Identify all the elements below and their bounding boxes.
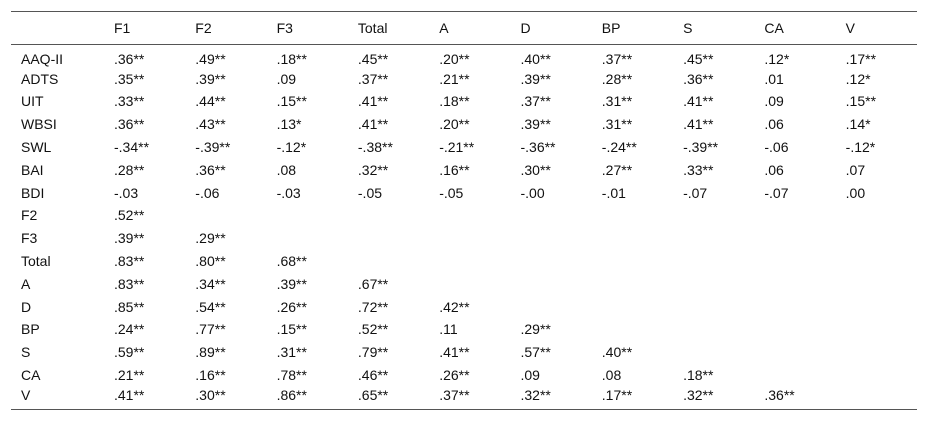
header-cell-stub: [11, 12, 104, 45]
table-cell: -.00: [520, 184, 545, 201]
table-cell: -.05: [439, 184, 464, 201]
table-cell: .33**: [114, 93, 145, 110]
header-cell: A: [439, 20, 449, 36]
table-cell: .35**: [114, 70, 145, 87]
table-row: [11, 272, 917, 295]
table-cell: .89**: [195, 344, 226, 361]
table-cell: .67**: [357, 275, 389, 292]
table-cell: .68**: [276, 253, 307, 270]
table-cell: .65**: [357, 386, 389, 403]
table-cell: .21**: [439, 70, 470, 87]
table-cell: .83**: [114, 275, 145, 292]
table-cell: .20**: [439, 51, 470, 68]
table-cell: [592, 227, 673, 250]
table-cell: .26**: [439, 367, 470, 384]
row-label: S: [21, 344, 31, 361]
table-row: [11, 204, 917, 227]
table-cell: .28**: [601, 70, 633, 87]
table-cell: .54**: [195, 298, 226, 315]
table-cell: [836, 272, 917, 295]
table-row: [11, 341, 917, 364]
table-cell: .39**: [195, 70, 226, 87]
table-cell: [510, 272, 591, 295]
table-row: [11, 136, 917, 159]
table-cell: [836, 295, 917, 318]
table-cell: .78**: [276, 367, 307, 384]
table-cell: .34**: [195, 275, 226, 292]
table-cell: .18**: [439, 93, 470, 110]
table-cell: .08: [276, 161, 297, 178]
table-cell: [267, 204, 348, 227]
table-cell: .15**: [276, 321, 307, 338]
table-row: [11, 90, 917, 113]
table-cell: [754, 341, 835, 364]
header-cell: F2: [195, 20, 212, 36]
table-cell: .49**: [195, 51, 226, 68]
table-cell: .39**: [276, 275, 307, 292]
table-cell: [673, 272, 754, 295]
table-row: [11, 181, 917, 204]
table-cell: -.39**: [683, 139, 719, 156]
table-cell: [592, 318, 673, 341]
table-cell: [673, 227, 754, 250]
table-cell: .26**: [276, 298, 307, 315]
table-header: [11, 12, 917, 45]
header-cell: S: [683, 20, 693, 36]
row-label: ADTS: [21, 70, 59, 87]
table-cell: .06: [764, 116, 784, 133]
table-cell: .30**: [520, 161, 551, 178]
table-cell: .36**: [683, 70, 714, 87]
table-cell: [754, 364, 835, 387]
header-cell: V: [845, 20, 856, 36]
row-label: BP: [21, 321, 40, 338]
table-cell: [592, 272, 673, 295]
table-cell: .29**: [520, 321, 551, 338]
table-cell: .36**: [764, 386, 795, 403]
table-cell: .45**: [357, 51, 389, 68]
table-cell: .31**: [601, 116, 633, 133]
row-label: AAQ-II: [21, 51, 64, 68]
table-cell: .20**: [439, 116, 470, 133]
header-row: [11, 12, 917, 45]
table-cell: .45**: [683, 51, 714, 68]
table-cell: .06: [764, 161, 784, 178]
table-cell: [673, 341, 754, 364]
table-cell: -.12*: [276, 139, 307, 156]
table-row: [11, 158, 917, 181]
table-cell: [673, 204, 754, 227]
table-cell: .59**: [114, 344, 145, 361]
table-cell: [429, 250, 510, 273]
row-label: Total: [21, 253, 51, 270]
table-cell: [592, 250, 673, 273]
table-cell: [836, 318, 917, 341]
row-label: CA: [21, 367, 41, 384]
table-cell: .09: [520, 367, 540, 384]
table-cell: .41**: [357, 116, 389, 133]
table-cell: .30**: [195, 386, 226, 403]
table-row: [11, 295, 917, 318]
table-cell: [267, 227, 348, 250]
table-cell: .37**: [357, 70, 389, 87]
header-cell: F1: [114, 20, 131, 36]
table-cell: [429, 227, 510, 250]
table-cell: .27**: [601, 161, 633, 178]
table-cell: .52**: [114, 207, 145, 224]
table-cell: .40**: [601, 344, 633, 361]
table-cell: .36**: [114, 116, 145, 133]
table-cell: [348, 227, 429, 250]
table-cell: .32**: [520, 386, 551, 403]
row-label: WBSI: [21, 116, 57, 133]
row-label: D: [21, 298, 32, 315]
row-label: V: [21, 386, 31, 403]
table-cell: [185, 204, 266, 227]
table-cell: [836, 364, 917, 387]
table-cell: .79**: [357, 344, 389, 361]
table-cell: [836, 341, 917, 364]
table-cell: .14*: [845, 116, 871, 133]
table-cell: [673, 295, 754, 318]
table-cell: -.05: [357, 184, 383, 201]
table-cell: .13*: [276, 116, 302, 133]
row-label: BAI: [21, 161, 44, 178]
table-cell: [592, 204, 673, 227]
table-cell: .52**: [357, 321, 389, 338]
table-cell: [510, 250, 591, 273]
table-cell: .24**: [114, 321, 145, 338]
table-cell: [754, 295, 835, 318]
table-cell: .11: [439, 321, 458, 338]
table-cell: .36**: [195, 161, 226, 178]
header-cell: F3: [276, 20, 293, 36]
table-cell: [429, 204, 510, 227]
table-cell: .31**: [276, 344, 307, 361]
table-cell: [673, 250, 754, 273]
table-cell: [510, 204, 591, 227]
table-cell: -.01: [601, 184, 626, 201]
row-label: A: [21, 275, 31, 292]
table-cell: -.06: [195, 184, 220, 201]
table-cell: [510, 227, 591, 250]
table-cell: [754, 204, 835, 227]
table-cell: .37**: [439, 386, 470, 403]
table-cell: .42**: [439, 298, 470, 315]
table-cell: .83**: [114, 253, 145, 270]
table-cell: .21**: [114, 367, 145, 384]
table-cell: .17**: [845, 51, 877, 68]
header-cell: D: [520, 20, 531, 36]
table-cell: .31**: [601, 93, 633, 110]
table-cell: [836, 386, 917, 409]
table-cell: .41**: [683, 93, 714, 110]
table-cell: .00: [845, 184, 866, 201]
table-cell: .33**: [683, 161, 714, 178]
table-cell: [754, 250, 835, 273]
table-cell: .80**: [195, 253, 226, 270]
table-cell: .12*: [764, 51, 790, 68]
table-cell: -.24**: [601, 139, 637, 156]
table-cell: .12*: [845, 70, 871, 87]
table-cell: [673, 318, 754, 341]
table-cell: [836, 250, 917, 273]
table-cell: .15**: [845, 93, 877, 110]
table-cell: .15**: [276, 93, 307, 110]
table-cell: -.03: [276, 184, 301, 201]
header-cell: Total: [357, 20, 388, 36]
table-cell: .32**: [683, 386, 714, 403]
correlation-table-container: [11, 11, 917, 410]
table-cell: .37**: [520, 93, 551, 110]
table-cell: .40**: [520, 51, 551, 68]
table-cell: .57**: [520, 344, 551, 361]
table-cell: -.07: [764, 184, 789, 201]
table-cell: -.07: [683, 184, 708, 201]
header-cell: BP: [601, 20, 621, 36]
table-cell: [754, 272, 835, 295]
table-cell: [592, 295, 673, 318]
table-cell: .86**: [276, 386, 307, 403]
table-cell: .09: [276, 70, 297, 87]
table-cell: .16**: [195, 367, 226, 384]
table-row: [11, 227, 917, 250]
row-label: F2: [21, 207, 38, 224]
correlation-table: [11, 11, 917, 410]
table-row: [11, 386, 917, 409]
table-row: [11, 113, 917, 136]
table-cell: .08: [601, 367, 622, 384]
table-cell: [754, 318, 835, 341]
table-cell: [429, 272, 510, 295]
table-cell: .39**: [114, 230, 145, 247]
table-row: [11, 318, 917, 341]
table-cell: .46**: [357, 367, 389, 384]
table-cell: .85**: [114, 298, 145, 315]
table-cell: .37**: [601, 51, 633, 68]
table-cell: -.38**: [357, 139, 393, 156]
table-cell: [754, 227, 835, 250]
row-label: UIT: [21, 93, 44, 110]
table-row: [11, 364, 917, 387]
table-cell: -.06: [764, 139, 789, 156]
table-cell: .32**: [357, 161, 389, 178]
row-label: F3: [21, 230, 38, 247]
table-body: [11, 45, 917, 410]
table-cell: .39**: [520, 70, 551, 87]
table-cell: -.36**: [520, 139, 556, 156]
table-cell: .18**: [683, 367, 714, 384]
table-cell: .01: [764, 70, 784, 87]
table-cell: .43**: [195, 116, 226, 133]
table-row: [11, 45, 917, 68]
row-label: SWL: [21, 139, 52, 156]
table-cell: .44**: [195, 93, 226, 110]
table-cell: .09: [764, 93, 784, 110]
table-cell: .72**: [357, 298, 389, 315]
table-cell: .29**: [195, 230, 226, 247]
table-cell: [348, 250, 429, 273]
table-cell: -.39**: [195, 139, 231, 156]
table-cell: -.34**: [114, 139, 150, 156]
table-cell: .16**: [439, 161, 470, 178]
table-cell: -.21**: [439, 139, 475, 156]
table-cell: .07: [845, 161, 866, 178]
table-cell: [836, 227, 917, 250]
header-cell: CA: [764, 20, 784, 36]
table-cell: [348, 204, 429, 227]
table-cell: .18**: [276, 51, 307, 68]
table-cell: -.03: [114, 184, 139, 201]
table-row: [11, 250, 917, 273]
table-cell: .41**: [114, 386, 145, 403]
table-cell: .77**: [195, 321, 226, 338]
table-cell: .41**: [357, 93, 389, 110]
table-cell: .41**: [683, 116, 714, 133]
table-cell: [836, 204, 917, 227]
table-cell: [510, 295, 591, 318]
row-label: BDI: [21, 184, 45, 201]
table-cell: .28**: [114, 161, 145, 178]
table-cell: .17**: [601, 386, 633, 403]
table-cell: .41**: [439, 344, 470, 361]
table-row: [11, 67, 917, 90]
table-cell: .39**: [520, 116, 551, 133]
table-cell: .36**: [114, 51, 145, 68]
table-cell: -.12*: [845, 139, 876, 156]
